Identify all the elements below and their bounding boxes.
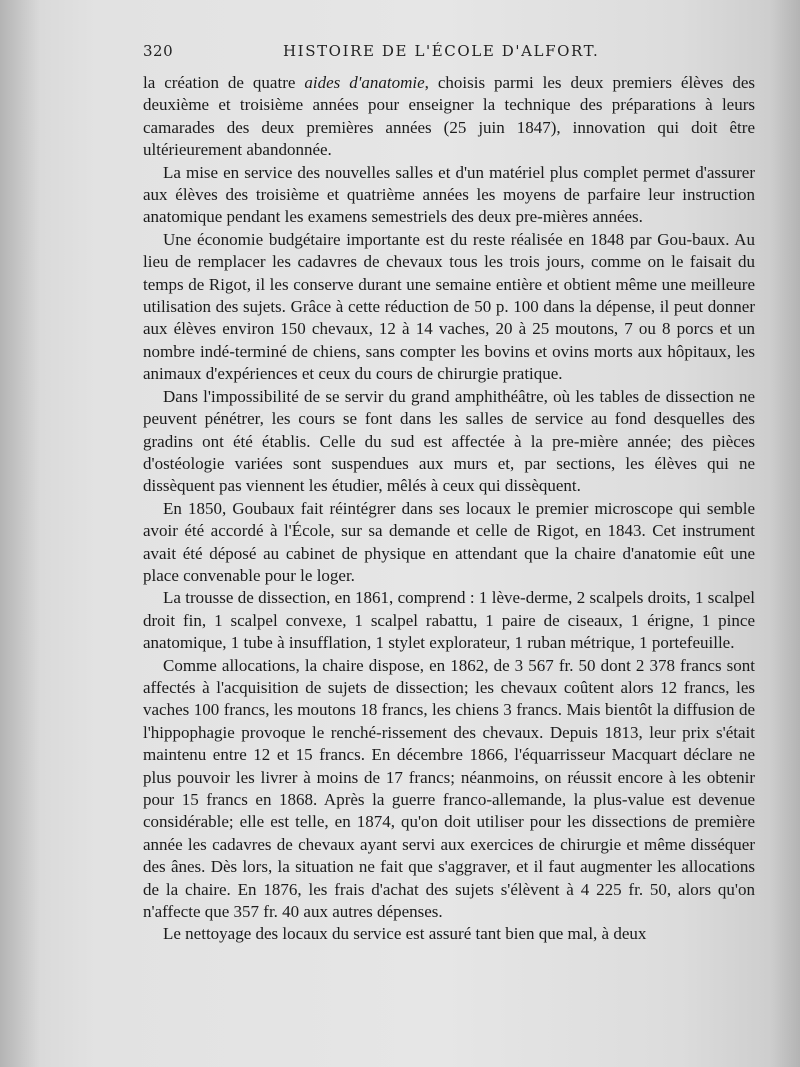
page-binding-shadow	[0, 0, 40, 1067]
paragraph-8: Le nettoyage des locaux du service est assuré tant bien que mal, à deux	[163, 924, 647, 944]
paragraph-2: La mise en service des nouvelles salles et d'un matériel plus complet permet d'assurer aux élèves des troisième et quatrième années les moyens de parfaire leur instruction anatomique pendant les examens semestriels des deux pre-mières années.	[143, 162, 755, 227]
body-text	[143, 72, 755, 946]
paragraph-7: Comme allocations, la chaire dispose, en 1862, de 3 567 fr. 50 dont 2 378 francs sont affectés à l'acquisition de sujets de dissection; les chevaux coûtent alors 12 francs, les vaches 100 francs, les moutons 18 francs, les chiens 3 francs. Mais bientôt la diffusion de l'hippophagie provoque le renché-rissement des chevaux. Depuis 1813, leur prix s'était maintenu entre 12 et 15 francs. En décembre 1866, l'équarrisseur Macquart déclare ne plus pouvoir les livrer à moins de 17 francs; néanmoins, on réussit encore à les obtenir pour 15 francs en 1868. Après la guerre franco-allemande, la plus-value est devenue considérable; elle est telle, en 1874, qu'on doit utiliser pour les dissections de première année les cadavres de chevaux ayant servi aux exercices de chirurgie et même disséquer des ânes. Dès lors, la situation ne fait que s'aggraver, et il faut augmenter les allocations de la chaire. En 1876, les frais d'achat des sujets s'élèvent à 4 225 fr. 50, alors qu'on n'affecte que 357 fr. 40 aux autres dépenses.	[143, 655, 755, 922]
paragraph-3: Une économie budgétaire importante est du reste réalisée en 1848 par Gou-baux. Au lieu de remplacer les cadavres de chevaux tous les trois jours, comme on le faisait du temps de Rigot, il les conserve durant une semaine entière et obtient même une meilleure utilisation des sujets. Grâce à cette réduction de 50 p. 100 dans la dépense, il peut donner aux élèves environ 150 chevaux, 12 à 14 vaches, 20 à 25 moutons, 7 ou 8 porcs et un nombre indé-terminé de chiens, sans compter les bovins et ovins morts aux hôpitaux, les animaux d'expériences et ceux du cours de chirurgie pratique.	[143, 229, 755, 384]
paragraph-1-end: , choisis parmi les deux premiers élèves des deuxième et troisième années pour enseigner la technique des préparations à leurs camarades des deux premières années (25 juin 1847), innovation qui doit être ultérieurement abandonnée.	[143, 73, 755, 160]
paragraph-4: Dans l'impossibilité de se servir du grand amphithéâtre, où les tables de dissection ne peuvent pénétrer, les cours se font dans les salles de service au fond desquelles des gradins ont été établis. Celle du sud est affectée à la pre-mière année; des pièces d'ostéologie variées sont suspendues aux murs et, par sections, les élèves qui ne dissèquent pas viennent les étudier, mêlés à ceux qui dissèquent.	[143, 386, 755, 496]
italic-phrase: aides d'anatomie	[304, 73, 425, 92]
page-number: 320	[143, 42, 174, 60]
page-edge-shadow	[770, 0, 800, 1067]
running-title: HISTOIRE DE L'ÉCOLE D'ALFORT.	[283, 42, 600, 60]
paragraph-6: La trousse de dissection, en 1861, comprend : 1 lève-derme, 2 scalpels droits, 1 scalpel droit fin, 1 scalpel convexe, 1 scalpel rabattu, 1 paire de ciseaux, 1 érigne, 1 pince anatomique, 1 tube à insufflation, 1 stylet explorateur, 1 ruban métrique, 1 portefeuille.	[143, 588, 755, 653]
running-head	[143, 42, 755, 64]
paragraph-5: En 1850, Goubaux fait réintégrer dans ses locaux le premier microscope qui semble avoir été accordé à l'École, sur sa demande et celle de Rigot, en 1843. Cet instrument avait été déposé au cabinet de physique en attendant que la chaire d'anatomie eût une place convenable pour le loger.	[143, 498, 755, 585]
paragraph-1	[143, 72, 755, 162]
paragraph-1-start: la création de quatre	[143, 73, 305, 92]
